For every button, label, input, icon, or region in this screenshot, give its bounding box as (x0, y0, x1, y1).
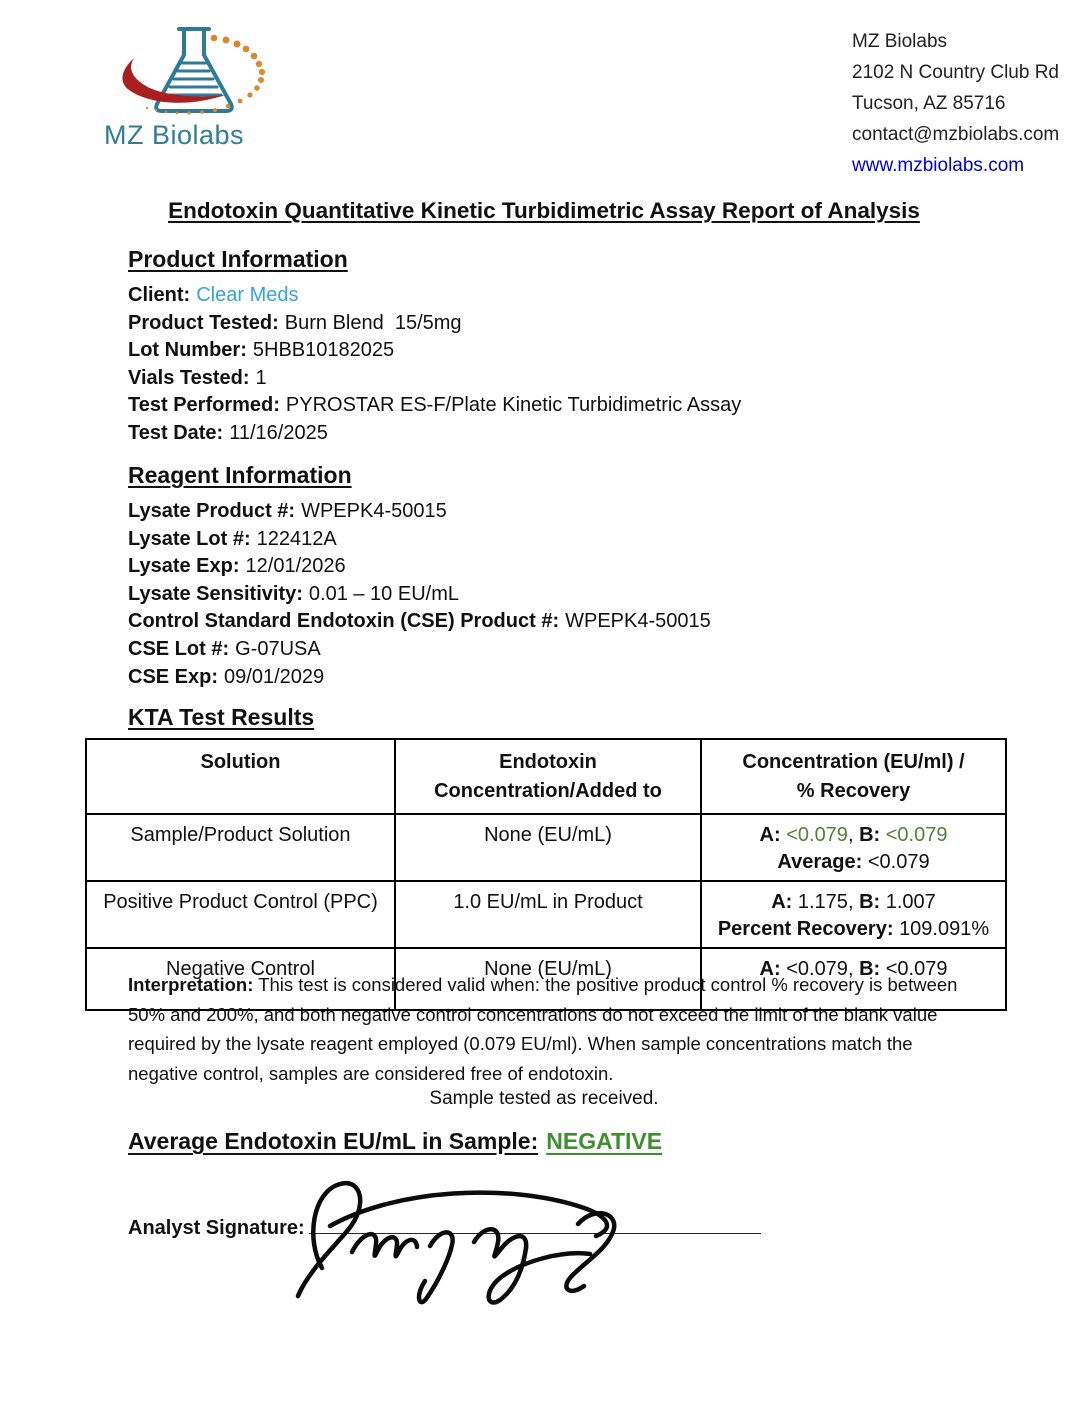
result-values-line (706, 822, 1001, 849)
table-row-sample (86, 814, 1006, 881)
value-a-label: A (759, 958, 774, 980)
header-text: % Recovery (796, 780, 911, 802)
address-line-city: Tucson, AZ 85716 (852, 93, 1006, 114)
info-row-cse-exp (128, 664, 711, 692)
separator: : (773, 824, 787, 846)
header-endotoxin-concentration (395, 739, 701, 814)
info-row-lysate-sensitivity (128, 581, 711, 609)
company-logo (104, 22, 284, 151)
interpretation-paragraph (128, 970, 970, 1088)
info-value: 0.01 – 10 EU/mL (308, 582, 459, 605)
product-information-section (128, 246, 741, 448)
header-text: Endotoxin (499, 751, 597, 773)
address-line-street: 2102 N Country Club Rd (852, 62, 1059, 83)
cell-result (701, 881, 1006, 948)
interpretation-text: This test is considered valid when: the positive product control % recovery is between 50% and 200%, and both negative control concentrations do not exceed the limit of the blank value required by the lysate reagent employed (0.079 EU/ml). When sample concentrations match the negative control, samples are considered free of endotoxin. (128, 974, 958, 1084)
info-label: Lysate Product #: (128, 500, 296, 522)
cell-added: None (EU/mL) (395, 814, 701, 881)
value-a: <0.079 (786, 824, 848, 846)
info-label: Lysate Exp: (128, 555, 240, 578)
client-value: Clear Meds (196, 284, 299, 306)
info-label: Test Date: (128, 421, 224, 444)
info-row-test-date (128, 420, 741, 448)
interpretation-label: Interpretation: (128, 974, 254, 995)
product-info-heading: Product Information (128, 246, 348, 272)
signature-label: Analyst Signature: (128, 1217, 305, 1239)
separator: , (847, 891, 860, 913)
header-concentration-recovery (701, 739, 1006, 814)
info-label: Lot Number: (128, 339, 247, 362)
result-recovery-line (706, 916, 1001, 943)
cell-added: None (EU/mL) (395, 948, 701, 1010)
report-title: Endotoxin Quantitative Kinetic Turbidimetric Assay Report of Analysis (168, 198, 920, 223)
cell-added: 1.0 EU/mL in Product (395, 881, 701, 948)
letterhead-address (852, 26, 1059, 181)
cell-solution: Negative Control (86, 948, 395, 1010)
separator: , (847, 958, 860, 980)
value-b: 1.007 (885, 891, 936, 913)
info-label: CSE Lot #: (128, 637, 230, 660)
info-row-cse-lot (128, 636, 711, 664)
info-label: Lysate Sensitivity: (128, 582, 303, 605)
analyst-signature (278, 1170, 638, 1305)
separator: : (785, 891, 798, 913)
recovery-label: Percent Recovery: (717, 917, 894, 940)
conclusion-line (128, 1128, 662, 1155)
result-average-line (706, 849, 1001, 876)
result-values-line (706, 889, 1001, 916)
value-a: 1.175 (797, 891, 848, 913)
info-value: 122412A (256, 527, 337, 550)
info-row-lot-number (128, 337, 741, 365)
recovery-value: 109.091% (899, 917, 990, 940)
separator: , (847, 824, 860, 846)
kta-results-section (85, 704, 1005, 1011)
info-label: Client: (128, 284, 191, 306)
info-row-lysate-product (128, 498, 711, 526)
info-value: Burn Blend 15/5mg (284, 311, 462, 334)
value-b-label: B (859, 824, 874, 846)
info-value: 1 (255, 366, 267, 389)
website-link[interactable]: www.mzbiolabs.com (852, 155, 1025, 176)
conclusion-label: Average Endotoxin EU/mL in Sample: (128, 1128, 539, 1154)
header-text: Concentration (EU/ml) / (742, 751, 965, 773)
kta-results-heading: KTA Test Results (128, 704, 315, 730)
average-label: Average: (777, 850, 863, 873)
info-label: Lysate Lot #: (128, 527, 251, 550)
reagent-info-heading: Reagent Information (128, 462, 352, 488)
signature-row (128, 1212, 761, 1240)
info-value: PYROSTAR ES-F/Plate Kinetic Turbidimetric Assay (285, 394, 742, 417)
flask-logo-icon (118, 22, 266, 118)
cell-result (701, 814, 1006, 881)
info-row-client (128, 282, 741, 310)
info-row-test-performed (128, 392, 741, 420)
info-label: Vials Tested: (128, 366, 250, 389)
reagent-information-section (128, 462, 711, 691)
address-line-email: contact@mzbiolabs.com (852, 124, 1060, 145)
info-row-cse-product (128, 608, 711, 636)
separator: : (873, 891, 886, 913)
info-row-lysate-exp (128, 553, 711, 581)
header-text: Solution (200, 751, 281, 773)
negative-result-badge: NEGATIVE (546, 1128, 663, 1154)
separator: : (773, 958, 787, 980)
info-value: WPEPK4-50015 (565, 610, 711, 633)
logo-wordmark: MZ Biolabs (104, 120, 245, 150)
info-value: 12/01/2026 (245, 555, 346, 578)
info-value: 09/01/2029 (224, 665, 325, 688)
cell-solution: Positive Product Control (PPC) (86, 881, 395, 948)
info-label: Product Tested: (128, 311, 279, 334)
signature-line (309, 1212, 761, 1234)
info-value: G-07USA (235, 637, 321, 660)
info-value: 11/16/2025 (229, 421, 328, 444)
value-b-label: B (859, 891, 874, 913)
info-value: 5HBB10182025 (252, 339, 395, 362)
info-label: CSE Exp: (128, 665, 219, 688)
value-a: <0.079 (786, 958, 848, 980)
info-row-lysate-lot (128, 526, 711, 554)
header-text: Concentration/Added to (434, 780, 662, 802)
value-b: <0.079 (885, 958, 948, 980)
header-solution (86, 739, 395, 814)
table-row-ppc (86, 881, 1006, 948)
value-a-label: A (771, 891, 786, 913)
address-line-company: MZ Biolabs (852, 31, 948, 52)
info-row-product-tested (128, 310, 741, 338)
info-value: WPEPK4-50015 (301, 500, 447, 522)
sample-note: Sample tested as received. (429, 1088, 659, 1109)
table-header-row (86, 739, 1006, 814)
info-label: Control Standard Endotoxin (CSE) Product #: (128, 610, 560, 633)
cell-solution: Sample/Product Solution (86, 814, 395, 881)
value-b: <0.079 (885, 824, 948, 846)
separator: : (873, 958, 886, 980)
info-row-vials-tested (128, 365, 741, 393)
value-b-label: B (859, 958, 874, 980)
average-value: <0.079 (867, 850, 930, 873)
info-label: Test Performed: (128, 394, 280, 417)
separator: : (873, 824, 886, 846)
value-a-label: A (759, 824, 774, 846)
